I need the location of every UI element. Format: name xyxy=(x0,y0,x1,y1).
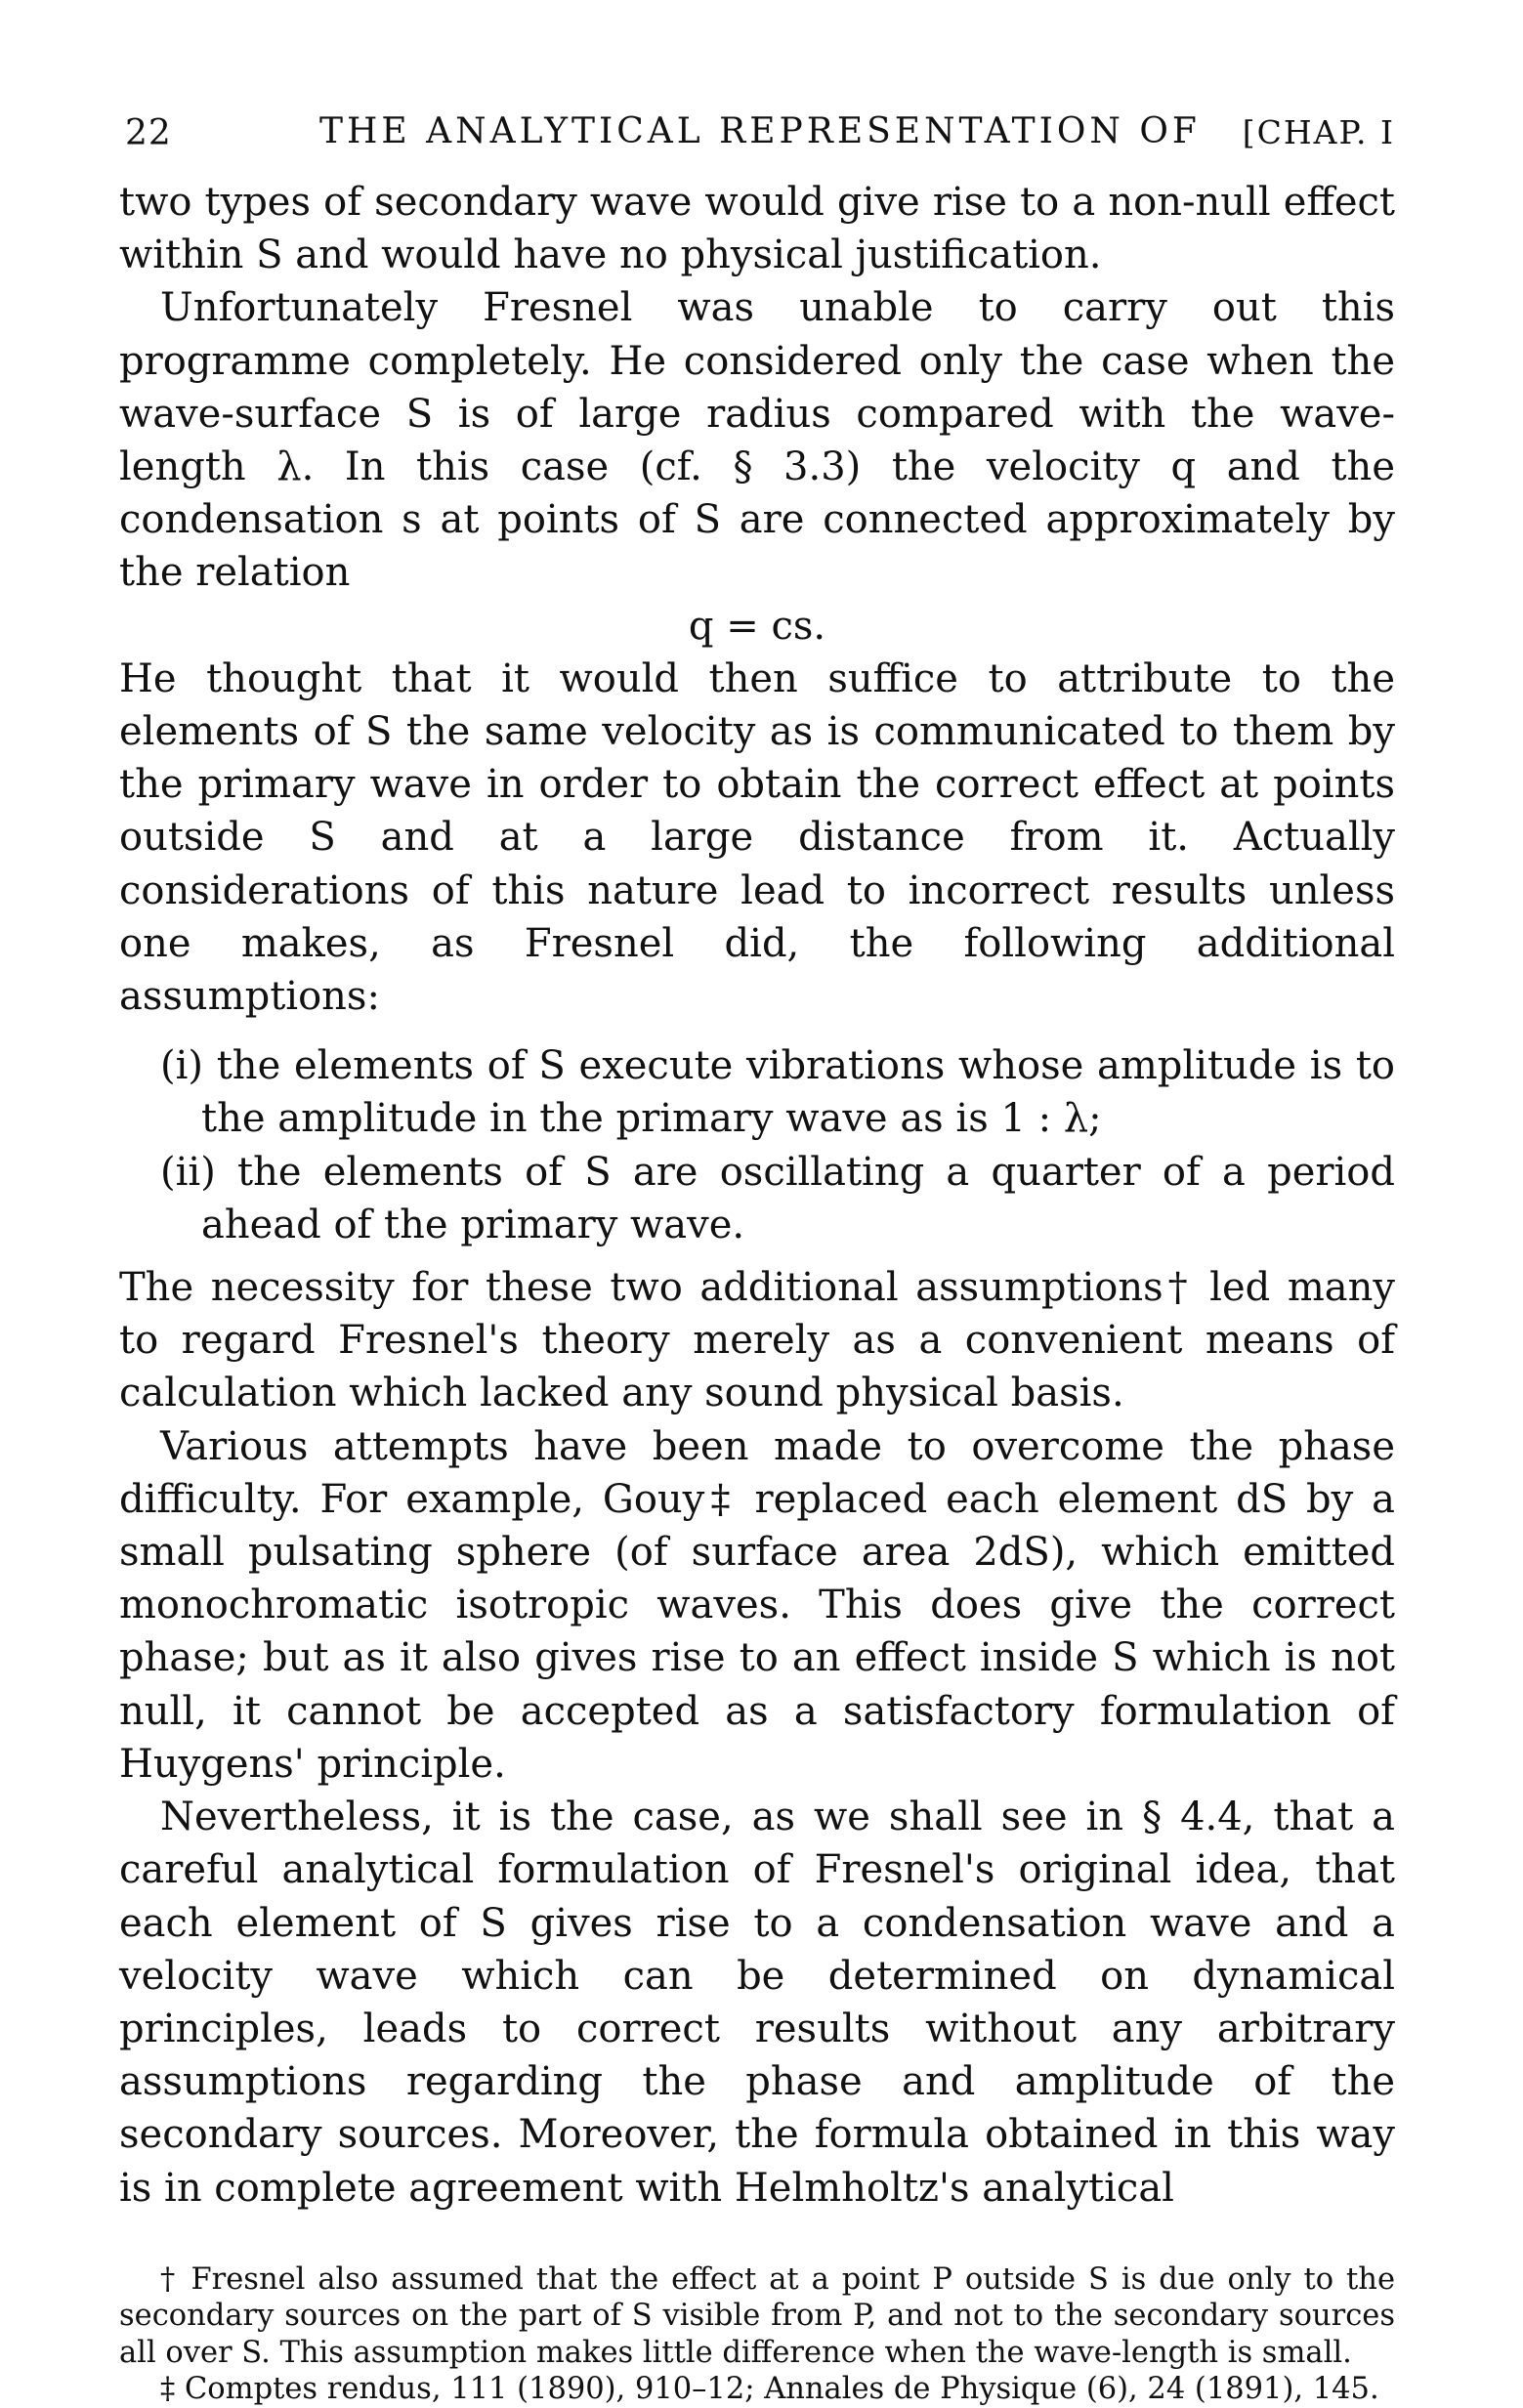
paragraph: Nevertheless, it is the case, as we shall see in § 4.4, that a careful analytical formulation of Fresnel's original idea, that each element of S gives rise to a condensation wave and a velocity wave which can be determined on dynamical principles, leads to correct results without any arbitrary assumptions regarding the phase and amplitude of the secondary sources. Moreover, the formula obtained in this way is in complete agreement with Helmholtz's analytical xyxy=(119,1795,1395,2211)
chapter-label: [CHAP. I xyxy=(1242,113,1395,151)
running-title: THE ANALYTICAL REPRESENTATION OF xyxy=(319,111,1201,151)
body-text xyxy=(119,176,1395,2215)
paragraph: Unfortunately Fresnel was unable to carry out this programme completely. He considered only the case when the wave-surface S is of large radius compared with the wave-length λ. In this case (cf. § 3.3) the velocity q and the condensation s at points of S are connected approximately by the relation xyxy=(119,285,1395,596)
paragraph: Various attempts have been made to overcome the phase difficulty. For example, Gouy‡ replaced each element dS by a small pulsating sphere (of surface area 2dS), which emitted monochromatic isotropic waves. This does give the correct phase; but as it also gives rise to an effect inside S which is not null, it cannot be accepted as a satisfactory formulation of Huygens' principle. xyxy=(119,1423,1395,1787)
footnote: ‡ Comptes rendus, 111 (1890), 910–12; Annales de Physique (6), 24 (1891), 145. xyxy=(160,2372,1379,2407)
paragraph: two types of secondary wave would give rise to a non-null effect within S and would have no physical justification. xyxy=(119,180,1395,278)
paragraph: He thought that it would then suffice to attribute to the elements of S the same velocity as is communicated to them by the primary wave in order to obtain the correct effect at points outside S and at a large distance from it. Actually considerations of this nature lead to incorrect results unless one makes, as Fresnel did, the following additional assumptions: xyxy=(119,655,1395,1020)
list-item: (i) the elements of S execute vibrations whose amplitude is to the amplitude in the primary wave as is 1 : λ; xyxy=(160,1043,1395,1142)
page xyxy=(119,106,1395,2408)
paragraph: The necessity for these two additional assumptions† led many to regard Fresnel's theory merely as a convenient means of calculation which lacked any sound physical basis. xyxy=(119,1265,1395,1416)
assumption-list xyxy=(119,1039,1395,1251)
footnote: † Fresnel also assumed that the effect at a point P outside S is due only to the secondary sources on the part of S visible from P, and not to the secondary sources all over S. This assumption makes little difference when the wave-length is small. xyxy=(119,2261,1395,2370)
running-header xyxy=(119,106,1395,154)
footnotes xyxy=(119,2261,1395,2408)
list-item: (ii) the elements of S are oscillating a quarter of a period ahead of the primary wave. xyxy=(160,1149,1395,1247)
equation: q = cs. xyxy=(688,603,826,649)
page-number: 22 xyxy=(125,113,172,153)
